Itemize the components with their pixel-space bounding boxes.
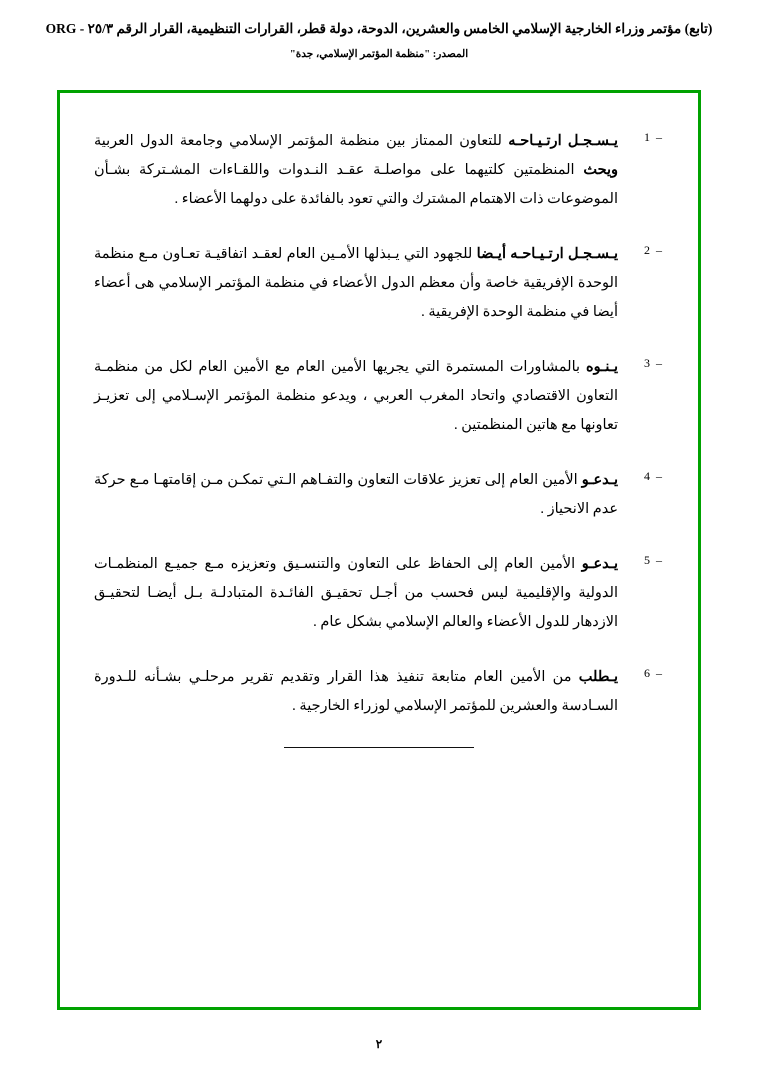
clause-list [94,127,664,987]
clause-lead-2: ويحث [583,162,618,178]
clause-body-5 [94,550,618,637]
page-number: ٢ [375,1037,383,1051]
clause-dash: – [656,243,662,257]
clause-text: بالمشاورات المستمرة التي يجريها الأمين العام مع الأمين العام لكل من منظمـة التعاون الاقتصادي واتحاد المغرب العربي ، ويدعو منظمة المؤتمر الإسـلامي إلى تعزيـز تعاونها مع هاتين المنظمتين . [94,359,618,433]
clause-lead: يـطلب [578,669,618,685]
clause-dash: – [656,553,662,567]
clause-dash: – [656,130,662,144]
clause-dash: – [656,356,662,370]
clause-index: 3 [644,356,650,370]
list-item [94,550,664,637]
clause-text: للجهود التي يـبذلها الأمـين العام لعقـد اتفاقيـة تعـاون مـع منظمة الوحدة الإفريقية خاصة وأن معظم الدول الأعضاء في منظمة المؤتمر الإسلامي هى أعضاء أيضا في منظمة الوحدة الإفريقية . [94,246,618,320]
clause-number-1 [618,127,664,145]
list-item [94,466,664,524]
header-title: (تابع) مؤتمر وزراء الخارجية الإسلامي الخامس والعشرين، الدوحة، دولة قطر، القرارات التنظيمية، القرار الرقم ٢٥/٣ ‑ ORG [45,21,713,36]
clause-index: 4 [644,469,650,483]
clause-number-5 [618,550,664,568]
clause-dash: – [656,666,662,680]
clause-dash: – [656,469,662,483]
clause-lead: يـدعـو [581,556,618,572]
clause-index: 1 [644,130,650,144]
clause-text: الأمين العام إلى الحفاظ على التعاون والتنسـيق وتعزيزه مـع جميـع المنظمـات الدولية والإقليمية ليس فحسب من أجـل تحقيـق الفائـدة المتبادلـة بـل أيضـا لتحقيـق الازدهار للدول الأعضاء والعالم الإسلامي بشكل عام . [94,556,618,630]
clause-body-1 [94,127,618,214]
clause-body-3 [94,353,618,440]
clause-index: 2 [644,243,650,257]
clause-number-4 [618,466,664,484]
clause-lead: يـنـوه [586,359,618,375]
list-item [94,240,664,327]
clause-number-2 [618,240,664,258]
clause-text: من الأمين العام متابعة تنفيذ هذا القرار وتقديم تقرير مرحلـي بشـأنه للـدورة السـادسة والعشرين للمؤتمر الإسلامي لوزراء الخارجية . [94,669,618,714]
clause-lead: يـسـجـل ارتـيـاحـه أيـضا [476,246,619,262]
clause-lead: يـدعـو [581,472,618,488]
clause-number-6 [618,663,664,681]
clause-body-2 [94,240,618,327]
section-separator [94,747,664,748]
horizontal-rule [284,747,474,748]
list-item [94,127,664,214]
clause-text-2: المنظمتين كلتيهما على مواصلـة عقـد النـدوات واللقـاءات المشـتركة بشـأن الموضوعات ذات الاهتمام المشترك والتي تعود بالفائدة على دولهما الأعضاء . [94,162,618,207]
clause-index: 6 [644,666,650,680]
clause-number-3 [618,353,664,371]
document-header [0,20,758,60]
list-item [94,353,664,440]
content-frame [57,90,701,1010]
clause-text: الأمين العام إلى تعزيز علاقات التعاون والتفـاهم الـتي تمكـن مـن إقامتهـا مـع حركة عدم الانحياز . [94,472,618,517]
list-item [94,663,664,721]
clause-body-6 [94,663,618,721]
clause-text: للتعاون الممتاز بين منظمة المؤتمر الإسلامي وجامعة الدول العربية [94,133,509,149]
clause-lead: يـسـجـل ارتـيـاحـه [508,133,618,149]
header-source: المصدر: "منظمة المؤتمر الإسلامي، جدة" [289,48,469,60]
clause-index: 5 [644,553,650,567]
clause-body-4 [94,466,618,524]
